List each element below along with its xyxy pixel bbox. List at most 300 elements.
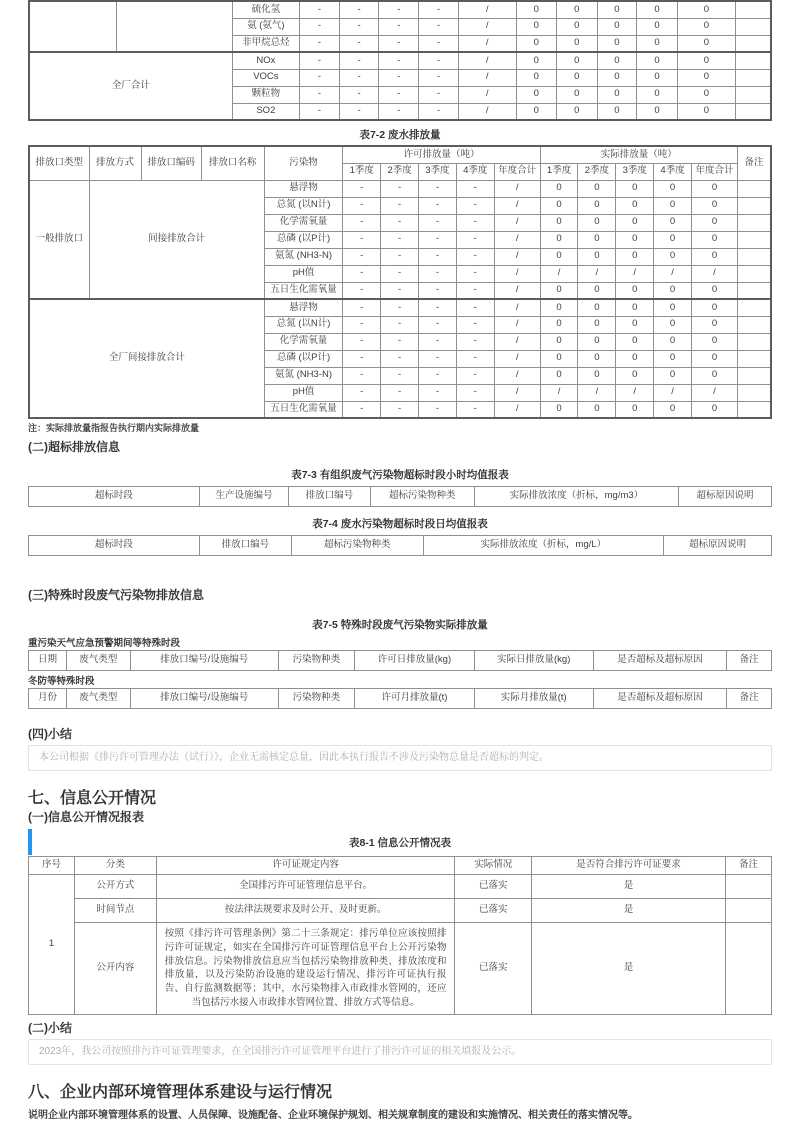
table-cell: - (379, 69, 419, 86)
table-cell: 0 (597, 69, 637, 86)
table-cell: 非甲烷总烃 (232, 35, 299, 52)
table-header-cell: 月份 (29, 689, 67, 709)
table-cell: - (419, 103, 459, 120)
table-cell: - (379, 1, 419, 18)
table-cell: 氨 (氨气) (232, 18, 299, 35)
table-header-cell: 序号 (29, 857, 75, 875)
table-cell: 0 (691, 333, 737, 350)
table-cell: - (379, 86, 419, 103)
table-cell: 化学需氧量 (264, 214, 343, 231)
table-cell: / (494, 350, 540, 367)
table-cell: 0 (616, 180, 654, 197)
table-cell: / (494, 180, 540, 197)
table-header-cell: 实际情况 (455, 857, 532, 875)
special-period-daily-table (28, 650, 772, 671)
table-cell: - (381, 367, 419, 384)
table-cell (737, 367, 771, 384)
table-cell: - (419, 316, 457, 333)
table-cell: - (343, 248, 381, 265)
table-cell: - (343, 282, 381, 299)
table-cell: 0 (578, 299, 616, 316)
table-cell: 0 (557, 35, 597, 52)
table-cell: 0 (637, 52, 677, 69)
table-header-cell: 排放口编号 (199, 536, 291, 556)
table-header-cell: 4季度 (456, 163, 494, 180)
table-header-cell: 生产设施编号 (199, 487, 288, 507)
table-cell: 0 (516, 103, 556, 120)
table-cell: / (494, 367, 540, 384)
table-cell: 0 (616, 231, 654, 248)
table-cell: / (458, 35, 516, 52)
table-header-cell: 实际排放量（吨） (540, 146, 737, 163)
table-cell: - (379, 35, 419, 52)
section-indicator-bar (28, 829, 32, 855)
table-header-cell: 分类 (75, 857, 157, 875)
table-cell: 0 (616, 214, 654, 231)
table-cell: 0 (540, 231, 578, 248)
table-cell: 0 (637, 35, 677, 52)
table-cell: - (339, 69, 379, 86)
wastewater-exceedance-table (28, 535, 772, 556)
table-header-cell: 年度合计 (494, 163, 540, 180)
table-cell (725, 923, 771, 1015)
table-cell: - (419, 282, 457, 299)
table-header-cell: 3季度 (419, 163, 457, 180)
gas-exceedance-table (28, 486, 772, 507)
table-header-cell: 许可证规定内容 (156, 857, 455, 875)
table-cell: 0 (654, 231, 692, 248)
table-cell: / (458, 103, 516, 120)
table-cell: 公开方式 (75, 875, 157, 899)
summary-4-text: 本公司根据《排污许可管理办法（试行）》，企业无需核定总量，因此本执行报告不涉及污染物总量是否超标的判定。 (28, 745, 772, 771)
table-cell: 按法律法规要求及时公开、及时更新。 (156, 899, 455, 923)
table-cell: 0 (540, 282, 578, 299)
table-8-1-caption: 表8-1 信息公开情况表 (348, 837, 452, 849)
table-header-cell: 许可日排放量(kg) (355, 651, 475, 671)
heavy-pollution-period-label: 重污染天气应急预警期间等特殊时段 (28, 638, 181, 649)
table-cell: / (494, 333, 540, 350)
table-cell: 0 (557, 69, 597, 86)
table-cell: - (419, 248, 457, 265)
table-cell: - (343, 350, 381, 367)
table-cell: / (494, 248, 540, 265)
table-header-cell: 2季度 (381, 163, 419, 180)
table-cell: / (494, 401, 540, 418)
table-header-cell: 超标时段 (29, 487, 200, 507)
table-cell: 0 (691, 299, 737, 316)
table-header-cell: 超标原因说明 (679, 487, 772, 507)
table-cell: 0 (691, 214, 737, 231)
table-cell: 悬浮物 (264, 180, 343, 197)
table-cell: 0 (540, 248, 578, 265)
table-cell: - (381, 282, 419, 299)
table-cell: / (494, 384, 540, 401)
table-cell: 0 (557, 52, 597, 69)
table-cell: 0 (616, 367, 654, 384)
table-cell: 是 (531, 923, 725, 1015)
table-cell: 间接排放合计 (89, 180, 264, 299)
table-cell: 总磷 (以P计) (264, 350, 343, 367)
table-cell: 已落实 (455, 875, 532, 899)
table-cell: 时间节点 (75, 899, 157, 923)
table-cell: 0 (557, 18, 597, 35)
table-header-cell: 1季度 (540, 163, 578, 180)
table-cell: 0 (654, 282, 692, 299)
table-header-cell: 实际排放浓度（折标，mg/L） (423, 536, 664, 556)
table-cell: - (456, 401, 494, 418)
table-cell: 0 (516, 86, 556, 103)
table-cell: 0 (654, 333, 692, 350)
table-cell: 0 (540, 214, 578, 231)
table-header-cell: 排放口类型 (29, 146, 89, 180)
table-cell: 0 (540, 367, 578, 384)
table-cell: 0 (578, 350, 616, 367)
table-cell: - (456, 367, 494, 384)
table-cell: 氨氮 (NH3-N) (264, 248, 343, 265)
table-cell: - (381, 265, 419, 282)
table-cell: - (456, 197, 494, 214)
table-cell: / (540, 384, 578, 401)
table-cell: 总氮 (以N计) (264, 197, 343, 214)
section-7-heading: 七、信息公开情况 (28, 790, 157, 807)
table-cell: - (381, 299, 419, 316)
table-cell: - (456, 265, 494, 282)
table-cell: / (494, 231, 540, 248)
table-cell: 已落实 (455, 923, 532, 1015)
table-cell: 0 (616, 401, 654, 418)
table-cell (737, 299, 771, 316)
table-header-cell: 废气类型 (66, 651, 130, 671)
table-cell: - (343, 316, 381, 333)
table-cell (737, 231, 771, 248)
table-cell: - (456, 180, 494, 197)
table-cell: - (419, 350, 457, 367)
gas-emission-summary-table (28, 0, 772, 121)
table-cell: - (456, 333, 494, 350)
table-header-cell: 超标污染物种类 (292, 536, 424, 556)
table-cell: / (691, 265, 737, 282)
table-cell: - (419, 35, 459, 52)
table-cell: 0 (616, 197, 654, 214)
table-cell: 0 (540, 350, 578, 367)
table-cell (725, 899, 771, 923)
table-cell: - (343, 401, 381, 418)
table-cell: - (343, 180, 381, 197)
table-cell: - (381, 180, 419, 197)
table-cell: - (419, 265, 457, 282)
table-cell: 0 (691, 180, 737, 197)
table-cell: 0 (637, 86, 677, 103)
table-cell: / (458, 86, 516, 103)
table-cell: / (494, 316, 540, 333)
table-header-cell: 超标时段 (29, 536, 200, 556)
table-cell (117, 1, 232, 52)
table-header-cell: 备注 (727, 689, 772, 709)
table-header-cell: 日期 (29, 651, 67, 671)
table-cell: - (456, 316, 494, 333)
table-cell (725, 875, 771, 899)
table-cell: - (343, 231, 381, 248)
table-cell: / (458, 1, 516, 18)
special-period-monthly-table (28, 688, 772, 709)
table-cell: - (419, 231, 457, 248)
table-cell: 0 (654, 401, 692, 418)
table-cell: 0 (616, 333, 654, 350)
table-cell: - (343, 265, 381, 282)
gas-exceedance-table (28, 486, 772, 507)
table-cell: 0 (616, 316, 654, 333)
table-cell: 0 (578, 401, 616, 418)
table-cell: 0 (516, 69, 556, 86)
wastewater-table-note: 注：实际排放量指报告执行期内实际排放量 (28, 423, 200, 433)
table-cell: - (339, 1, 379, 18)
table-cell: 0 (654, 299, 692, 316)
table-cell: 0 (578, 197, 616, 214)
table-cell: 0 (654, 350, 692, 367)
table-cell: 0 (691, 401, 737, 418)
table-cell: 0 (677, 1, 735, 18)
table-cell: 0 (677, 35, 735, 52)
table-header-cell: 1季度 (343, 163, 381, 180)
table-cell: 0 (516, 18, 556, 35)
table-cell: / (578, 265, 616, 282)
table-cell (737, 350, 771, 367)
table-header-cell: 废气类型 (66, 689, 130, 709)
table-cell: - (381, 231, 419, 248)
table-cell: 0 (540, 401, 578, 418)
table-header-cell: 实际月排放量(t) (474, 689, 593, 709)
table-cell: / (540, 265, 578, 282)
table-cell: - (379, 18, 419, 35)
table-cell: 0 (677, 103, 735, 120)
table-cell: - (343, 214, 381, 231)
table-7-4-caption: 表7-4 废水污染物超标时段日均值报表 (312, 518, 488, 530)
table-cell: - (379, 52, 419, 69)
table-cell: - (339, 86, 379, 103)
table-header-cell: 4季度 (654, 163, 692, 180)
table-cell: 0 (616, 299, 654, 316)
table-cell: / (494, 214, 540, 231)
table-cell: - (343, 367, 381, 384)
table-cell: 0 (540, 299, 578, 316)
wastewater-discharge-table (28, 145, 772, 419)
table-header-cell: 排放口编码 (141, 146, 201, 180)
table-cell: - (419, 401, 457, 418)
table-cell: 是 (531, 899, 725, 923)
table-cell (736, 18, 771, 35)
table-header-cell: 排放方式 (89, 146, 141, 180)
table-cell (737, 214, 771, 231)
table-cell: 颗粒物 (232, 86, 299, 103)
table-cell: - (343, 384, 381, 401)
table-cell: 0 (677, 52, 735, 69)
table-header-cell: 备注 (725, 857, 771, 875)
table-cell: 0 (516, 35, 556, 52)
table-cell: 0 (691, 350, 737, 367)
table-cell: 悬浮物 (264, 299, 343, 316)
table-header-cell: 污染物种类 (278, 651, 355, 671)
table-cell: / (458, 18, 516, 35)
table-cell: - (419, 197, 457, 214)
winter-period-label: 冬防等特殊时段 (28, 676, 95, 687)
table-cell: 0 (637, 103, 677, 120)
table-header-cell: 3季度 (616, 163, 654, 180)
table-header-cell: 污染物 (264, 146, 343, 180)
table-cell: 0 (540, 180, 578, 197)
table-cell: 0 (578, 282, 616, 299)
table-header-cell: 备注 (727, 651, 772, 671)
table-cell: / (494, 265, 540, 282)
table-cell: - (419, 86, 459, 103)
table-cell: - (381, 214, 419, 231)
table-cell: - (419, 214, 457, 231)
table-cell: 0 (654, 367, 692, 384)
table-cell: 0 (578, 367, 616, 384)
table-cell (29, 1, 117, 52)
table-cell: - (339, 52, 379, 69)
table-header-cell: 2季度 (578, 163, 616, 180)
table-cell: - (339, 103, 379, 120)
table-cell: 0 (597, 103, 637, 120)
table-cell: 0 (597, 35, 637, 52)
table-cell: - (343, 299, 381, 316)
table-header-cell: 超标原因说明 (664, 536, 772, 556)
table-cell: / (494, 282, 540, 299)
table-cell: 0 (691, 197, 737, 214)
table-cell: 硫化氢 (232, 1, 299, 18)
section-7-sub-heading: (一)信息公开情况报表 (28, 810, 144, 824)
table-cell: 公开内容 (75, 923, 157, 1015)
table-cell: 全厂合计 (29, 52, 232, 120)
wastewater-exceedance-table (28, 535, 772, 556)
table-cell: - (381, 316, 419, 333)
table-cell: - (300, 86, 340, 103)
table-cell: - (456, 384, 494, 401)
table-cell (737, 316, 771, 333)
section-special-period-heading: (三)特殊时段废气污染物排放信息 (28, 588, 204, 602)
table-cell: pH值 (264, 384, 343, 401)
table-cell: - (300, 35, 340, 52)
table-cell: - (419, 384, 457, 401)
table-cell: 0 (654, 316, 692, 333)
table-cell: 0 (691, 316, 737, 333)
table-cell: - (456, 350, 494, 367)
table-cell: - (300, 103, 340, 120)
table-cell: 0 (578, 180, 616, 197)
table-header-cell: 是否超标及超标原因 (593, 689, 727, 709)
table-cell: 0 (578, 333, 616, 350)
table-cell (737, 384, 771, 401)
table-header-cell: 排放口编号/设施编号 (130, 689, 278, 709)
table-header-cell: 许可排放量（吨） (343, 146, 540, 163)
table-cell: 0 (578, 248, 616, 265)
table-cell: 0 (597, 18, 637, 35)
table-cell: / (494, 299, 540, 316)
table-cell: 0 (691, 248, 737, 265)
table-cell: 五日生化需氧量 (264, 282, 343, 299)
table-cell: - (300, 69, 340, 86)
table-cell: - (419, 52, 459, 69)
table-cell: / (578, 384, 616, 401)
table-cell: VOCs (232, 69, 299, 86)
table-cell: - (456, 214, 494, 231)
table-header-cell: 是否符合排污许可证要求 (531, 857, 725, 875)
table-cell: 0 (654, 197, 692, 214)
table-cell: - (381, 197, 419, 214)
table-cell: - (381, 333, 419, 350)
table-header-cell: 实际日排放量(kg) (474, 651, 593, 671)
table-cell: 已落实 (455, 899, 532, 923)
table-cell: 0 (616, 248, 654, 265)
table-cell: 0 (540, 333, 578, 350)
table-cell: 0 (654, 180, 692, 197)
table-cell: 五日生化需氧量 (264, 401, 343, 418)
table-cell: - (456, 299, 494, 316)
table-cell (736, 1, 771, 18)
table-cell: 0 (557, 1, 597, 18)
table-cell: 0 (654, 248, 692, 265)
table-cell: 0 (557, 86, 597, 103)
table-cell: 是 (531, 875, 725, 899)
gas-emission-summary-table (28, 0, 772, 121)
table-cell: / (654, 265, 692, 282)
table-cell: 0 (597, 86, 637, 103)
table-header-cell: 年度合计 (691, 163, 737, 180)
section-8-description: 说明企业内部环境管理体系的设置、人员保障、设施配备、企业环境保护规划、相关规章制度的建设和实施情况、相关责任的落实情况等。 (28, 1109, 638, 1121)
table-cell (736, 52, 771, 69)
table-cell: 0 (597, 52, 637, 69)
table-cell: 0 (654, 214, 692, 231)
section-exceedance-heading: (二)超标排放信息 (28, 440, 120, 454)
table-cell: 0 (578, 214, 616, 231)
table-cell: 0 (516, 1, 556, 18)
table-cell: 氨氮 (NH3-N) (264, 367, 343, 384)
table-cell: / (616, 384, 654, 401)
table-cell: - (381, 384, 419, 401)
summary-2-heading: (二)小结 (28, 1020, 72, 1035)
table-header-cell: 是否超标及超标原因 (593, 651, 727, 671)
table-cell: - (379, 103, 419, 120)
special-period-monthly-table (28, 688, 772, 709)
table-cell: 0 (637, 18, 677, 35)
table-cell: - (456, 231, 494, 248)
table-cell (736, 86, 771, 103)
table-7-5-caption: 表7-5 特殊时段废气污染物实际排放量 (312, 619, 488, 631)
table-cell: 化学需氧量 (264, 333, 343, 350)
table-cell: 0 (616, 282, 654, 299)
table-cell: - (419, 18, 459, 35)
table-cell: - (419, 299, 457, 316)
table-cell: 0 (616, 350, 654, 367)
table-cell: 0 (691, 282, 737, 299)
table-cell: 总磷 (以P计) (264, 231, 343, 248)
table-cell (736, 103, 771, 120)
table-cell: 0 (516, 52, 556, 69)
table-cell: - (381, 401, 419, 418)
table-header-cell: 排放口编号 (289, 487, 371, 507)
table-cell: 0 (597, 1, 637, 18)
table-cell (737, 401, 771, 418)
table-cell (737, 180, 771, 197)
summary-2-text: 2023年，我公司按照排污许可证管理要求，在全国排污许可证管理平台进行了排污许可证的相关填报及公示。 (28, 1039, 772, 1065)
table-cell: 1 (29, 875, 75, 1015)
table-header-cell: 许可月排放量(t) (355, 689, 475, 709)
table-cell: - (300, 1, 340, 18)
wastewater-discharge-table (28, 145, 772, 419)
table-cell (737, 282, 771, 299)
special-period-daily-table (28, 650, 772, 671)
table-7-2-caption: 表7-2 废水排放量 (359, 129, 441, 141)
